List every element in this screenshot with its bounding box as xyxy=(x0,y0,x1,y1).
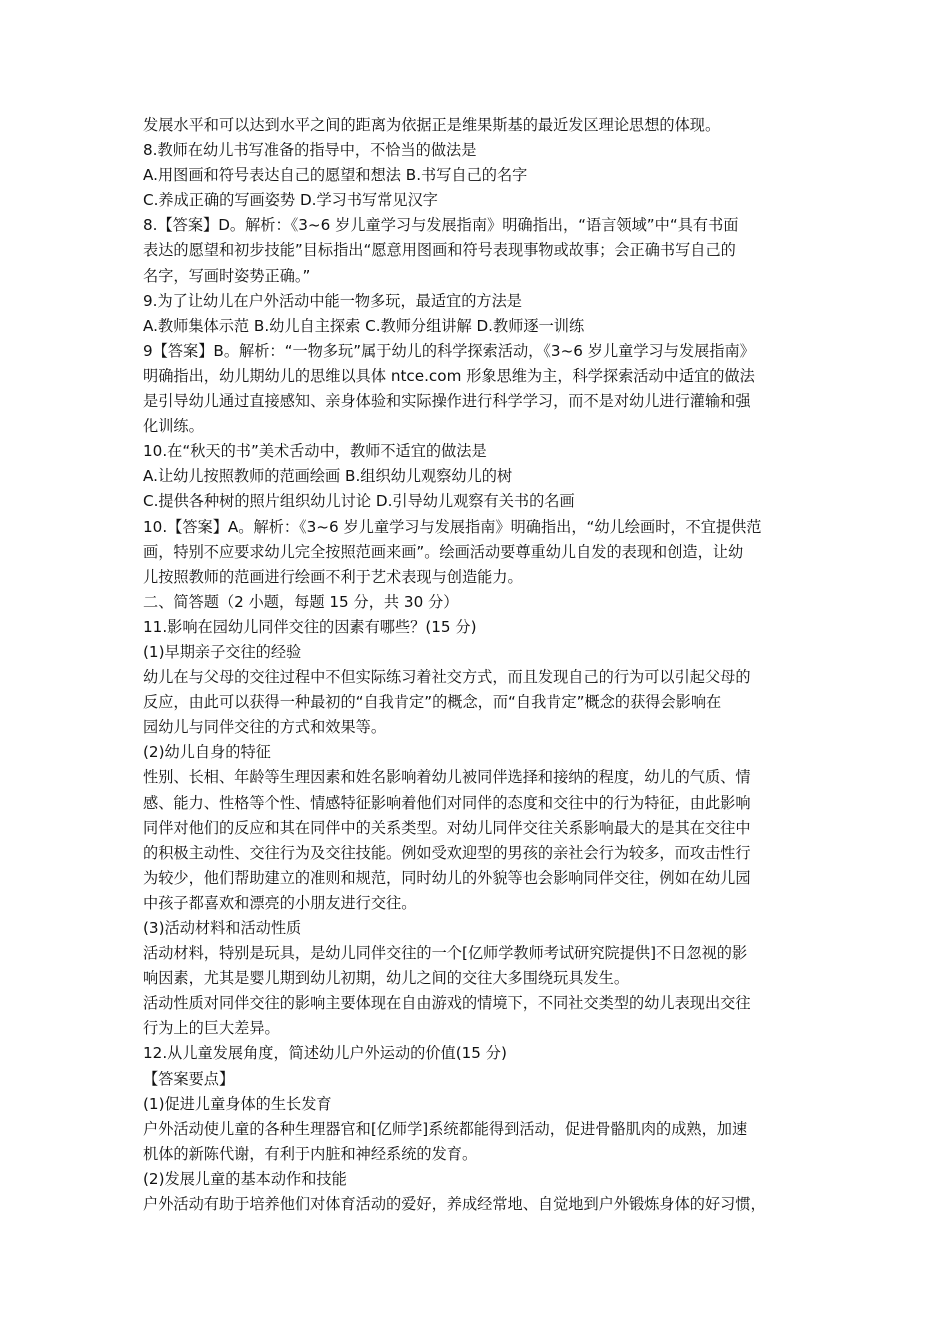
text-line: 儿按照教师的范画进行绘画不利于艺术表现与创造能力。 xyxy=(143,567,523,586)
question-11: 11.影响在园幼儿同伴交往的因素有哪些？(15 分) xyxy=(143,617,477,636)
answer-9: 9【答案】B。解析：“一物多玩”属于幼儿的科学探索活动，《3~6 岁儿童学习与发展指南》 xyxy=(143,341,755,360)
text-line: 反应，由此可以获得一种最初的“自我肯定”的概念，而“自我肯定”概念的获得会影响在 xyxy=(143,693,722,712)
text-line: 户外活动有助于培养他们对体育活动的爱好，养成经常地、自觉地到户外锻炼身体的好习惯， xyxy=(143,1195,766,1214)
text-line: 为较少，他们帮助建立的准则和规范，同时幼儿的外貌等也会影响同伴交往，例如在幼儿园 xyxy=(143,868,751,887)
answer-heading: 【答案要点】 xyxy=(143,1069,235,1088)
text-line: 感、能力、性格等个性、情感特征影响着他们对同伴的态度和交往中的行为特征，由此影响 xyxy=(143,793,751,812)
options-8-ab: A.用图画和符号表达自己的愿望和想法 B.书写自己的名字 xyxy=(143,166,528,185)
text-line: 活动性质对同伴交往的影响主要体现在自由游戏的情境下，不同社交类型的幼儿表现出交往 xyxy=(143,994,751,1013)
options-8-cd: C.养成正确的写画姿势 D.学习书写常见汉字 xyxy=(143,191,438,210)
options-10-cd: C.提供各种树的照片组织幼儿讨论 D.引导幼儿观察有关书的名画 xyxy=(143,492,575,511)
text-line: 化训练。 xyxy=(143,417,204,436)
text-line: 明确指出，幼儿期幼儿的思维以具体 ntce.com 形象思维为主，科学探索活动中适宜的做法 xyxy=(143,366,755,385)
text-line: 机体的新陈代谢，有利于内脏和神经系统的发育。 xyxy=(143,1144,478,1163)
subheading: (2)幼儿自身的特征 xyxy=(143,743,271,762)
text-line: 户外活动使儿童的各种生理器官和[亿师学]系统都能得到活动，促进骨骼肌肉的成熟，加速 xyxy=(143,1119,748,1138)
subheading: (1)早期亲子交往的经验 xyxy=(143,642,302,661)
text-line: 是引导幼儿通过直接感知、亲身体验和实际操作进行科学学习，而不是对幼儿进行灌输和强 xyxy=(143,392,751,411)
text-line: 行为上的巨大差异。 xyxy=(143,1019,280,1038)
section-heading: 二、简答题（2 小题，每题 15 分，共 30 分） xyxy=(143,592,459,611)
text-line: 画，特别不应要求幼儿完全按照范画来画”。绘画活动要尊重幼儿自发的表现和创造，让幼 xyxy=(143,542,744,561)
document-page xyxy=(143,113,811,1217)
text-line: 发展水平和可以达到水平之间的距离为依据正是维果斯基的最近发区理论思想的体现。 xyxy=(143,116,721,134)
text-line: 活动材料，特别是玩具，是幼儿同伴交往的一个[亿师学教师考试研究院提供]不日忽视的影 xyxy=(143,944,748,963)
subheading: (1)促进儿童身体的生长发育 xyxy=(143,1094,332,1113)
subheading: (3)活动材料和活动性质 xyxy=(143,919,302,937)
options-9: A.教师集体示范 B.幼儿自主探索 C.教师分组讲解 D.教师逐一训练 xyxy=(143,316,585,335)
text-line: 响因素，尤其是婴儿期到幼儿初期，幼儿之间的交往大多围绕玩具发生。 xyxy=(143,969,629,988)
answer-10: 10.【答案】A。解析：《3~6 岁儿童学习与发展指南》明确指出，“幼儿绘画时，不宜提供范 xyxy=(143,517,762,536)
question-12: 12.从儿童发展角度，简述幼儿户外运动的价值(15 分) xyxy=(143,1044,507,1063)
text-line: 名字，写画时姿势正确。” xyxy=(143,266,311,285)
answer-8: 8.【答案】D。解析：《3~6 岁儿童学习与发展指南》明确指出，“语言领域”中“具有书面 xyxy=(143,216,739,235)
subheading: (2)发展儿童的基本动作和技能 xyxy=(143,1169,347,1188)
text-line: 的积极主动性、交往行为及交往技能。例如受欢迎型的男孩的亲社会行为较多，而攻击性行 xyxy=(143,843,751,862)
options-10-ab: A.让幼儿按照教师的范画绘画 B.组织幼儿观察幼儿的树 xyxy=(143,467,513,486)
question-8: 8.教师在幼儿书写准备的指导中，不恰当的做法是 xyxy=(143,141,477,160)
text-line: 表达的愿望和初步技能”目标指出“愿意用图画和符号表现事物或故事；会正确书写自己的 xyxy=(143,241,736,260)
text-line: 性别、长相、年龄等生理因素和姓名影响着幼儿被同伴选择和接纳的程度，幼儿的气质、情 xyxy=(143,768,751,787)
question-9: 9.为了让幼儿在户外活动中能一物多玩，最适宜的方法是 xyxy=(143,291,522,310)
text-line: 同伴对他们的反应和其在同伴中的关系类型。对幼儿同伴交往关系影响最大的是其在交往中 xyxy=(143,818,751,837)
text-line: 中孩子都喜欢和漂亮的小朋友进行交往。 xyxy=(143,893,417,912)
text-line: 幼儿在与父母的交往过程中不但实际练习着社交方式，而且发现自己的行为可以引起父母的 xyxy=(143,668,751,687)
text-line: 园幼儿与同伴交往的方式和效果等。 xyxy=(143,718,386,737)
question-10: 10.在“秋天的书”美术舌动中，教师不适宜的做法是 xyxy=(143,442,487,461)
